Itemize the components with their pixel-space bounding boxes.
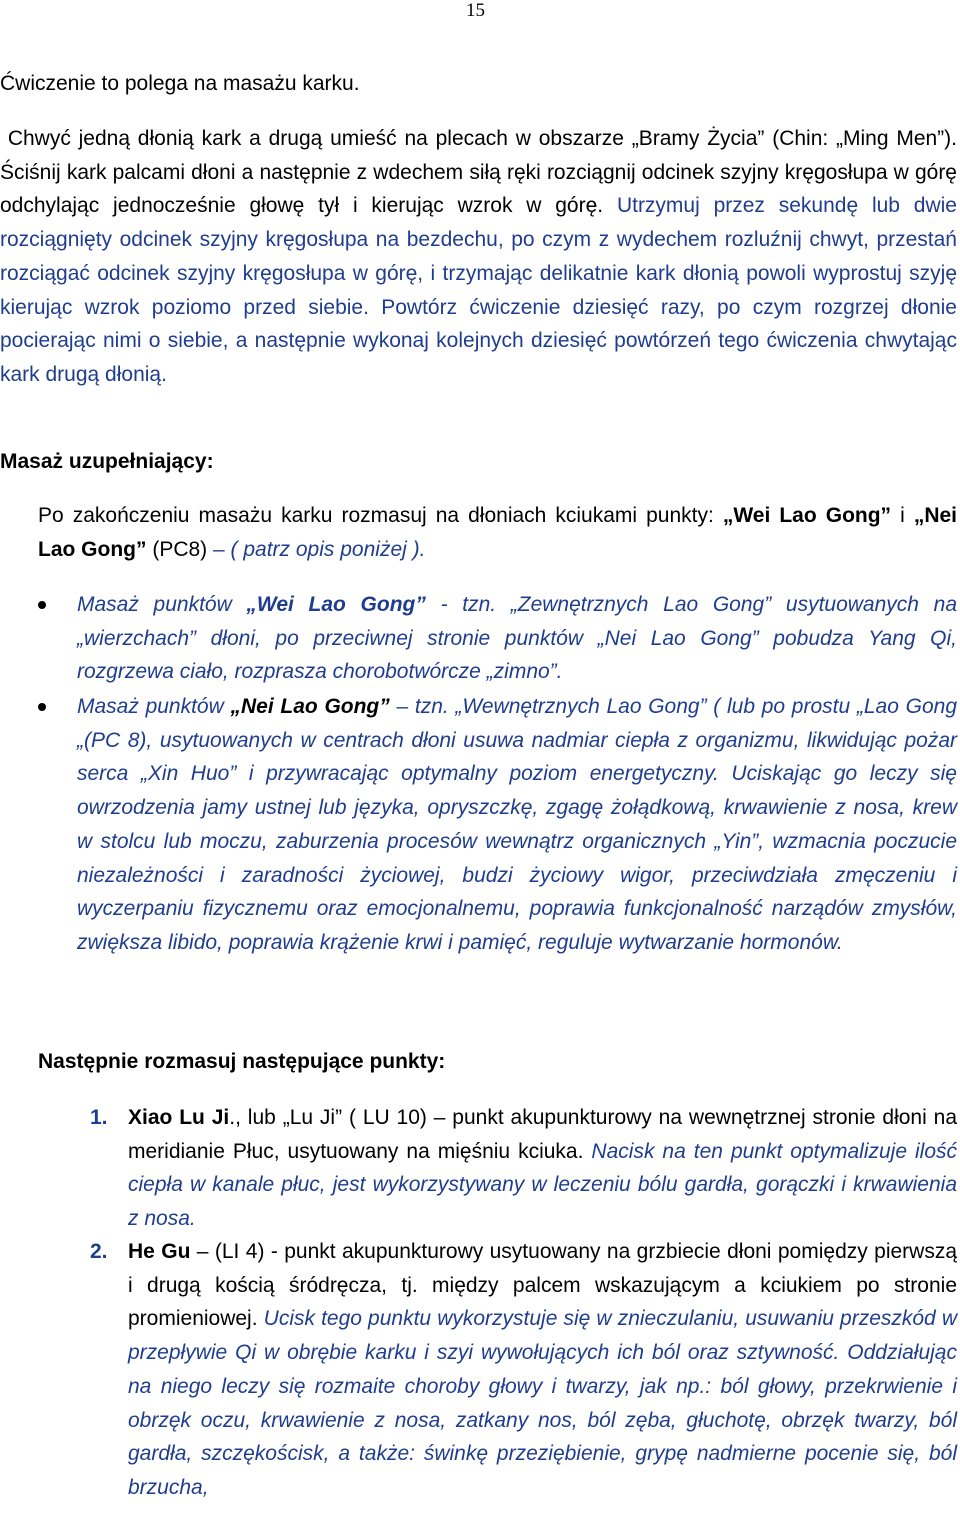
massage-intro-bold-1: „Wei Lao Gong” (722, 504, 892, 527)
main-part-1: Chwyć jedną dłonią kark a drugą umieść na plecach w obszarze „Bramy Życia” (Chin: „Ming Men”). Ściśnij kark palcami dłoni a następnie z wdechem siłą ręki rozciągnij odcinek szyjny kręgosłupa w górę odchylając jednocześnie głowę tył i kierując wzrok w górę. (0, 127, 957, 218)
bullet-item (0, 690, 957, 1027)
point-2-extra: Ucisk tego punktu wykorzystuje się w znieczulaniu, usuwaniu przeszkód w przepływie Qi w obrębie karku i szyi wywołujących ich ból oraz sztywność. Oddziałując na niego leczy się rozmaite choroby głowy i twarzy, jak np.: ból głowy, przekrwienie i obrzęk oczu, krwawienie z nosa, zatkany nos, ból zęba, głuchotę, obrzęk twarzy, ból gardła, szczękościsk, a także: świnkę przeziębienie, grypę nadmierne pocenie się, ból brzucha, (128, 1307, 957, 1499)
main-paragraph (0, 122, 957, 392)
bullet-2-bold: „Nei Lao Gong” (230, 695, 390, 718)
massage-intro-text-4: – ( patrz opis poniżej ). (213, 537, 426, 561)
main-part-3: Powtórz ćwiczenie dziesięć razy, po czym rozgrzej dłonie pocierając nimi o siebie, a następnie wykonaj kolejnych dziesięć powtórzeń tego ćwiczenia chwytając kark drugą dłonią. (0, 295, 957, 386)
bullet-2-text-2: – tzn. „Wewnętrznych Lao Gong” ( lub po prostu „Lao Gong „(PC 8), usytuowanych w centrach dłoni usuwa nadmiar ciepła z organizmu, likwidując pożar serca „Xin Huo” i przywracając optymalny poziom energetyczny. Uciskając go leczy się owrzodzenia jamy ustnej lub języka, opryszczkę, zgagę żołądkową, krwawienie z nosa, krew w stolcu lub moczu, zaburzenia procesów wewnątrz organicznych „Yin”, wzmacnia poczucie niezależności i zaradności życiowej, budzi życiowy wigor, przeciwdziała zmęczeniu i wyczerpaniu fizycznemu oraz emocjonalnemu, poprawia funkcjonalność narządów zmysłów, zwiększa libido, poprawia krążenie krwi i pamięć, reguluje wytwarzanie hormonów. (77, 695, 958, 954)
massage-intro-text-2: i (891, 504, 914, 527)
point-item (0, 1101, 957, 1236)
bullet-item (0, 588, 957, 690)
page-number: 15 (466, 0, 485, 21)
massage-intro (38, 499, 957, 566)
point-item (0, 1235, 957, 1539)
point-2-desc: – (LI 4) - punkt akupunkturowy usytuowany na grzbiecie dłoni pomiędzy pierwszą i drugą kością śródręcza, tj. między palcem wskazującym a kciukiem po stronie promieniowej. (128, 1240, 957, 1331)
heading-massage: Masaż uzupełniający: (0, 450, 214, 473)
bullet-1-text-2: - tzn. „Zewnętrznych Lao Gong” usytuowanych na „wierzchach” dłoni, po przeciwnej stronie punktów „Nei Lao Gong” pobudza Yang Qi, rozgrzewa ciało, rozprasza chorobotwórcze „zimno”. (77, 593, 957, 684)
massage-intro-bold-2: „Nei Lao Gong” (38, 504, 958, 561)
intro-paragraph: Ćwiczenie to polega na masażu karku. (0, 72, 360, 95)
massage-intro-text-3: (PC8) (146, 537, 214, 561)
main-part-2: Utrzymuj przez sekundę lub dwie rozciągnięty odcinek szyjny kręgosłupa na bezdechu, po czym z wydechem rozluźnij chwyt, przestań rozciągać odcinek szyjny kręgosłupa w górę, i trzymając delikatnie kark dłonią powoli wyprostuj szyję kierując wzrok poziomo przed siebie. (0, 194, 957, 319)
bullet-1-bold: „Wei Lao Gong” (246, 593, 426, 616)
point-1-desc: ., lub „Lu Ji” ( LU 10) – punkt akupunkturowy na wewnętrznej stronie dłoni na meridianie Płuc, usytuowany na mięśniu kciuka. (128, 1106, 957, 1163)
bullet-text (77, 690, 957, 960)
bullet-2-text-1: Masaż punktów (77, 695, 231, 718)
point-number: 2. (90, 1240, 108, 1263)
massage-intro-text-1: Po zakończeniu masażu karku rozmasuj na dłoniach kciukami punkty: (38, 504, 723, 527)
bullet-text (77, 588, 957, 689)
bullet-1-text-1: Masaż punktów (77, 593, 247, 616)
point-1-name: Xiao Lu Ji (128, 1106, 230, 1129)
point-number: 1. (90, 1106, 108, 1129)
bullet-dot-icon (38, 601, 46, 609)
bullet-dot-icon (38, 703, 46, 711)
heading-next: Następnie rozmasuj następujące punkty: (38, 1050, 446, 1073)
point-1-extra: Nacisk na ten punkt optymalizuje ilość ciepła w kanale płuc, jest wykorzystywany w leczeniu bólu gardła, gorączki i krwawienia z nosa. (128, 1139, 958, 1231)
point-text (128, 1101, 957, 1236)
point-2-name: He Gu (128, 1240, 191, 1263)
point-text (128, 1235, 957, 1505)
